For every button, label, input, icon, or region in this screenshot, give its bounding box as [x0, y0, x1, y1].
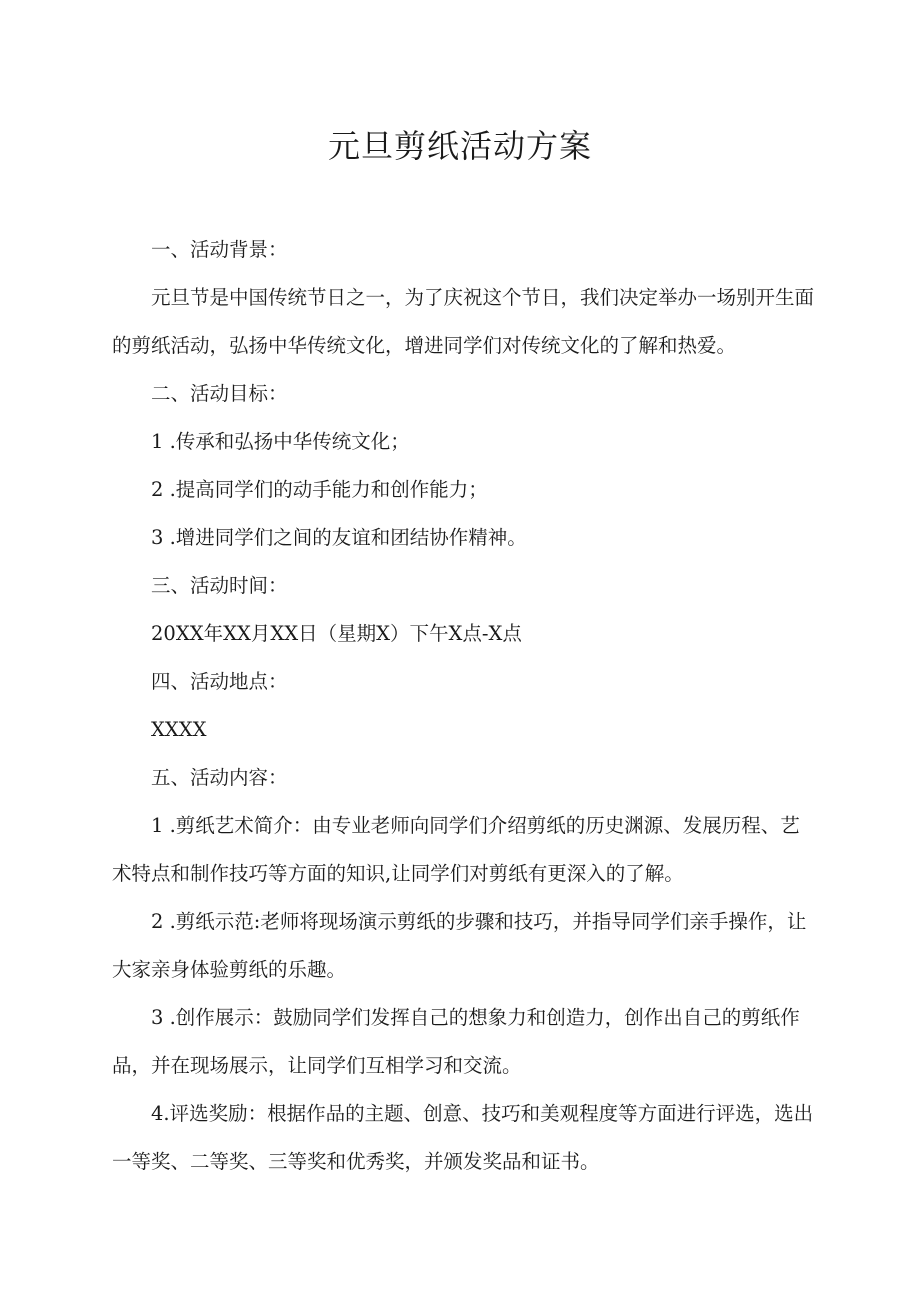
section-heading-goals: 二、活动目标：: [151, 382, 288, 405]
goal-item-2: 2 .提高同学们的动手能力和创作能力；: [151, 478, 488, 501]
content-item-1: 1 .剪纸艺术简介：由专业老师向同学们介绍剪纸的历史渊源、发展历程、艺术特点和制作技巧等方面的知识,让同学们对剪纸有更深入的了解。: [112, 814, 800, 885]
document-body: [112, 226, 818, 1186]
content-item-3: 3 .创作展示：鼓励同学们发挥自己的想象力和创造力，创作出自己的剪纸作品，并在现场展示，让同学们互相学习和交流。: [112, 1006, 800, 1077]
section-heading-background: 一、活动背景：: [151, 238, 288, 261]
activity-time: 20XX年XX月XX日（星期X）下午X点-X点: [151, 622, 522, 645]
goal-item-3: 3 .增进同学们之间的友谊和团结协作精神。: [151, 526, 527, 549]
background-paragraph: 元旦节是中国传统节日之一，为了庆祝这个节日，我们决定举办一场别开生面的剪纸活动，弘扬中华传统文化，增进同学们对传统文化的了解和热爱。: [112, 286, 815, 357]
section-heading-location: 四、活动地点：: [151, 670, 288, 693]
section-heading-time: 三、活动时间：: [151, 574, 288, 597]
activity-location: XXXX: [151, 718, 207, 741]
content-item-2: 2 .剪纸示范:老师将现场演示剪纸的步骤和技巧，并指导同学们亲手操作，让大家亲身体验剪纸的乐趣。: [112, 910, 807, 981]
content-item-4: 4.评选奖励：根据作品的主题、创意、技巧和美观程度等方面进行评选，选出一等奖、二等奖、三等奖和优秀奖，并颁发奖品和证书。: [112, 1102, 814, 1173]
section-heading-content: 五、活动内容：: [151, 766, 288, 789]
document-title: 元旦剪纸活动方案: [327, 127, 592, 165]
goal-item-1: 1 .传承和弘扬中华传统文化；: [151, 430, 410, 453]
